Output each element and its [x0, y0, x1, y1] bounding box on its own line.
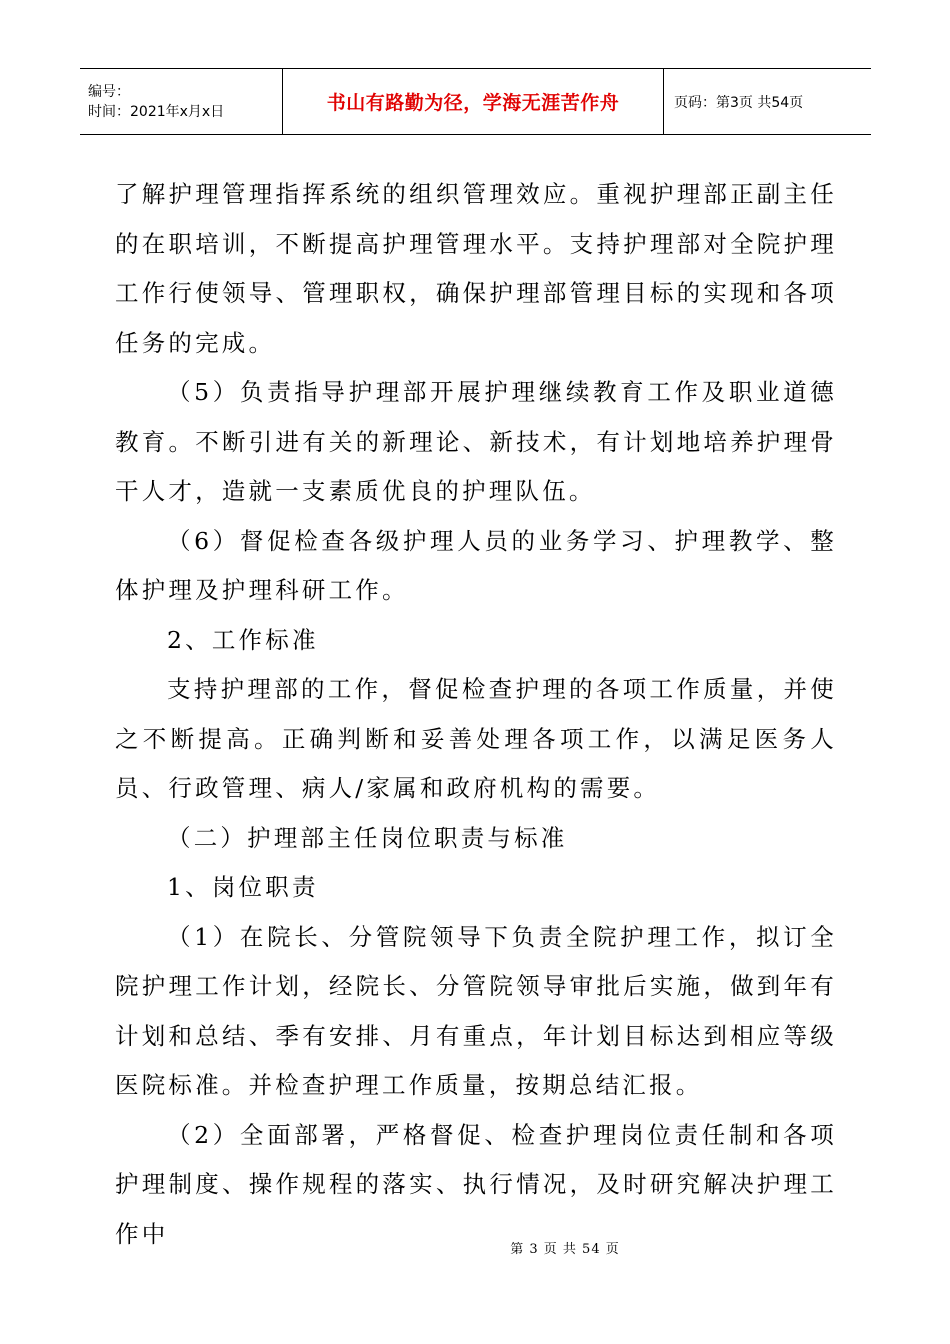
header-page-info — [664, 69, 871, 134]
page-header — [80, 68, 871, 135]
paragraph: 了解护理管理指挥系统的组织管理效应。重视护理部正副主任的在职培训，不断提高护理管理水平。支持护理部对全院护理工作行使领导、管理职权，确保护理部管理目标的实现和各项任务的完成。 — [115, 180, 837, 357]
section-heading: 1、岗位职责 — [167, 873, 319, 901]
page-footer — [0, 1238, 950, 1257]
header-motto-cell — [282, 69, 664, 134]
paragraph: （1）在院长、分管院领导下负责全院护理工作，拟订全院护理工作计划，经院长、分管院领导审批后实施，做到年有计划和总结、季有安排、月有重点，年计划目标达到相应等级医院标准。并检查护理工作质量，按期总结汇报。 — [115, 922, 837, 1099]
section-heading: 2、工作标准 — [167, 625, 319, 654]
paragraph: （5）负责指导护理部开展护理继续教育工作及职业道德教育。不断引进有关的新理论、新技术，有计划地培养护理骨干人才，造就一支素质优良的护理队伍。 — [115, 378, 837, 505]
paragraph: （2）全面部署，严格督促、检查护理岗位责任制和各项护理制度、操作规程的落实、执行情况，及时研究解决护理工作中 — [115, 1120, 837, 1248]
motto-text: 书山有路勤为径，学海无涯苦作舟 — [326, 92, 620, 114]
paragraph: （6）督促检查各级护理人员的业务学习、护理教学、整体护理及护理科研工作。 — [115, 526, 837, 604]
page-info-text: 页码：第3页 共54页 — [674, 94, 804, 111]
document-body — [115, 170, 837, 1259]
time-label: 时间：2021年x月x日 — [88, 103, 225, 120]
serial-label: 编号： — [88, 83, 130, 100]
section-heading: （二）护理部主任岗位职责与标准 — [167, 823, 568, 852]
paragraph: 支持护理部的工作，督促检查护理的各项工作质量，并使之不断提高。正确判断和妥善处理各项工作，以满足医务人员、行政管理、病人/家属和政府机构的需要。 — [115, 675, 837, 802]
footer-page-number: 第 3 页 共 54 页 — [510, 1242, 620, 1257]
header-meta — [80, 69, 282, 134]
